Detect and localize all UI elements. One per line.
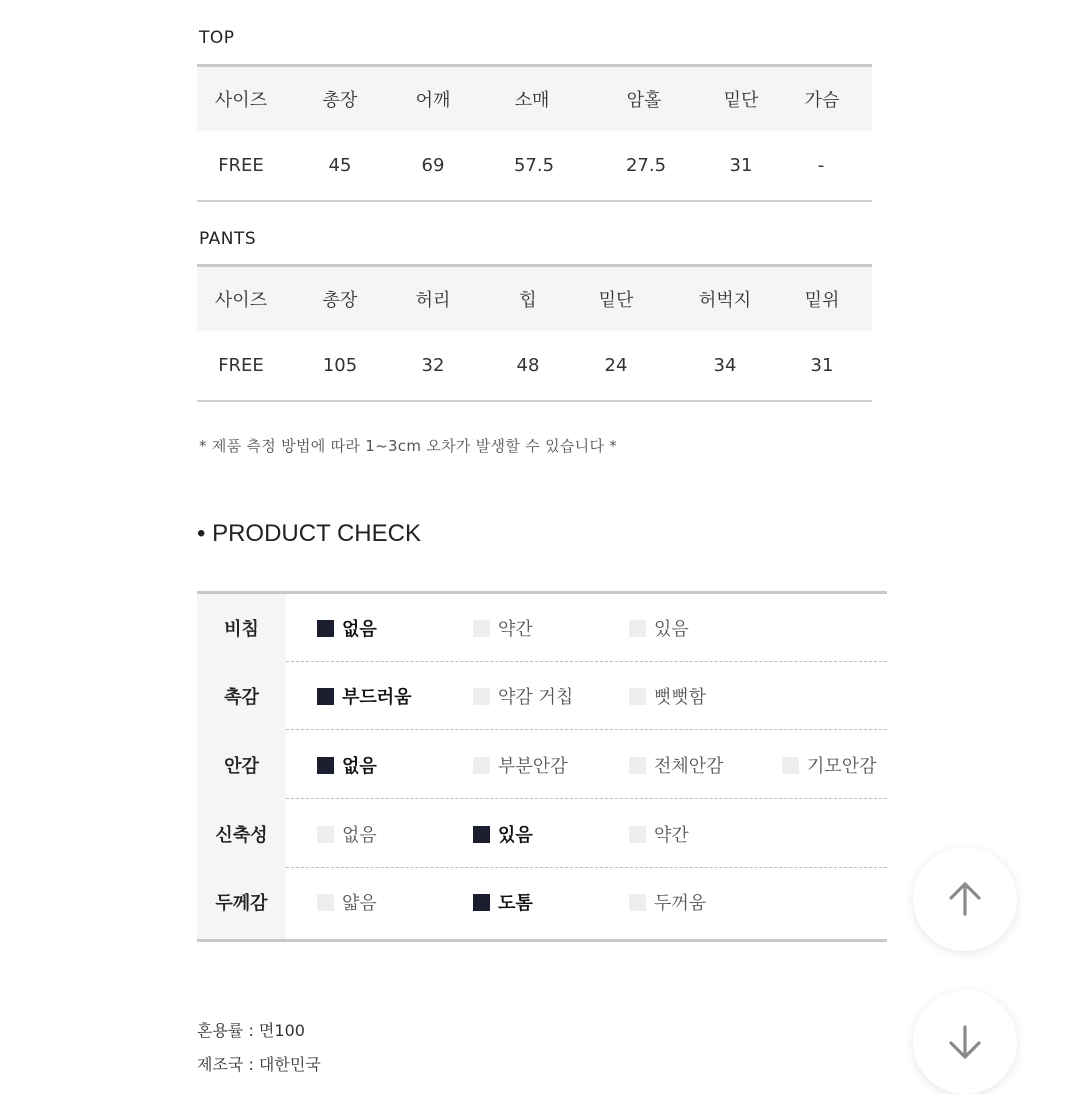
checkbox-icon xyxy=(317,826,334,843)
top-value-cell: 69 xyxy=(421,155,445,176)
pants-header-cell: 허벅지 xyxy=(698,290,752,311)
pants-value-cell: 31 xyxy=(810,355,834,376)
pants-header-cell: 힙 xyxy=(519,290,537,311)
checkbox-icon xyxy=(473,757,490,774)
top-header-cell: 암홀 xyxy=(626,90,662,111)
checkbox-icon xyxy=(629,757,646,774)
check-option xyxy=(629,868,706,936)
product-check-title: • PRODUCT CHECK xyxy=(197,520,421,547)
check-option-label: 부분안감 xyxy=(498,756,568,777)
origin-info: 제조국 : 대한민국 xyxy=(197,1055,321,1074)
check-option-label: 약간 xyxy=(654,825,689,846)
check-option xyxy=(782,731,877,799)
pants-value-cell: FREE xyxy=(218,355,264,376)
pants-value-cell: 48 xyxy=(516,355,540,376)
checkbox-icon xyxy=(317,620,334,637)
check-option-label: 약간 xyxy=(498,619,533,640)
checkbox-icon xyxy=(629,688,646,705)
checkbox-icon xyxy=(473,826,490,843)
check-row-label: 안감 xyxy=(224,756,259,777)
top-header-cell: 가슴 xyxy=(804,90,840,111)
check-option xyxy=(317,868,377,936)
arrow-down-icon xyxy=(945,1022,985,1062)
check-option xyxy=(629,662,706,730)
check-row-label: 촉감 xyxy=(224,687,259,708)
check-option-label: 뻣뻣함 xyxy=(654,687,707,708)
top-value-cell: 31 xyxy=(729,155,753,176)
check-option xyxy=(629,731,724,799)
check-row-texture xyxy=(197,662,887,730)
product-check-table xyxy=(197,591,887,942)
pants-header-cell: 총장 xyxy=(322,290,358,311)
top-header-cell: 사이즈 xyxy=(214,90,268,111)
check-option xyxy=(317,731,377,799)
pants-value-cell: 32 xyxy=(421,355,445,376)
top-value-cell: FREE xyxy=(218,155,264,176)
check-option-label: 얇음 xyxy=(342,893,377,914)
checkbox-icon xyxy=(317,688,334,705)
check-row-label: 신축성 xyxy=(215,825,268,846)
pants-header-cell: 밑단 xyxy=(598,290,634,311)
arrow-up-icon xyxy=(945,879,985,919)
check-option xyxy=(473,731,568,799)
pants-header-cell: 허리 xyxy=(415,290,451,311)
check-option xyxy=(473,594,533,662)
scroll-bottom-button[interactable] xyxy=(913,990,1017,1094)
check-option-label: 부드러움 xyxy=(342,687,412,708)
top-value-cell: 27.5 xyxy=(625,155,667,176)
pants-value-cell: 34 xyxy=(713,355,737,376)
scroll-top-button[interactable] xyxy=(913,847,1017,951)
check-option-label: 기모안감 xyxy=(807,756,877,777)
check-row-thickness xyxy=(197,868,887,936)
checkbox-icon xyxy=(629,620,646,637)
checkbox-icon xyxy=(629,826,646,843)
checkbox-icon xyxy=(782,757,799,774)
checkbox-icon xyxy=(473,620,490,637)
pants-value-cell: 105 xyxy=(322,355,358,376)
check-option-label: 없음 xyxy=(342,756,377,777)
measurement-note: * 제품 측정 방법에 따라 1~3cm 오차가 발생할 수 있습니다 * xyxy=(199,437,618,455)
check-option xyxy=(473,800,533,868)
top-header-cell: 밑단 xyxy=(723,90,759,111)
check-option-label: 도톰 xyxy=(498,893,533,914)
check-option xyxy=(629,800,689,868)
checkbox-icon xyxy=(473,688,490,705)
check-row-label: 두께감 xyxy=(215,893,268,914)
top-size-table xyxy=(197,64,872,202)
check-option xyxy=(473,868,533,936)
check-option-label: 없음 xyxy=(342,619,377,640)
check-option-label: 약감 거칩 xyxy=(498,687,574,708)
pants-header-cell: 사이즈 xyxy=(214,290,268,311)
check-option xyxy=(317,662,412,730)
check-option-label: 없음 xyxy=(342,825,377,846)
checkbox-icon xyxy=(317,894,334,911)
check-row-label: 비침 xyxy=(224,619,259,640)
check-option xyxy=(317,800,377,868)
top-value-cell: 45 xyxy=(328,155,352,176)
pants-header-cell: 밑위 xyxy=(804,290,840,311)
material-info: 혼용률 : 면100 xyxy=(197,1021,305,1040)
check-option-label: 있음 xyxy=(654,619,689,640)
check-row-lining xyxy=(197,731,887,799)
check-row-stretch xyxy=(197,800,887,868)
top-header-cell: 총장 xyxy=(322,90,358,111)
pants-section-label: PANTS xyxy=(199,229,257,249)
check-option-label: 있음 xyxy=(498,825,533,846)
check-option-label: 두꺼움 xyxy=(654,893,707,914)
checkbox-icon xyxy=(317,757,334,774)
check-option xyxy=(629,594,689,662)
top-value-cell: 57.5 xyxy=(513,155,555,176)
top-header-cell: 소매 xyxy=(514,90,550,111)
check-option xyxy=(473,662,573,730)
checkbox-icon xyxy=(629,894,646,911)
check-row-see-through xyxy=(197,594,887,662)
check-option xyxy=(317,594,377,662)
pants-header-row xyxy=(197,264,872,331)
top-header-cell: 어깨 xyxy=(415,90,451,111)
checkbox-icon xyxy=(473,894,490,911)
pants-size-table xyxy=(197,264,872,402)
pants-value-cell: 24 xyxy=(604,355,628,376)
check-option-label: 전체안감 xyxy=(654,756,724,777)
top-header-row xyxy=(197,64,872,131)
top-section-label: TOP xyxy=(199,28,235,48)
top-value-cell: - xyxy=(817,155,825,176)
pants-value-row xyxy=(197,331,872,402)
top-value-row xyxy=(197,131,872,202)
